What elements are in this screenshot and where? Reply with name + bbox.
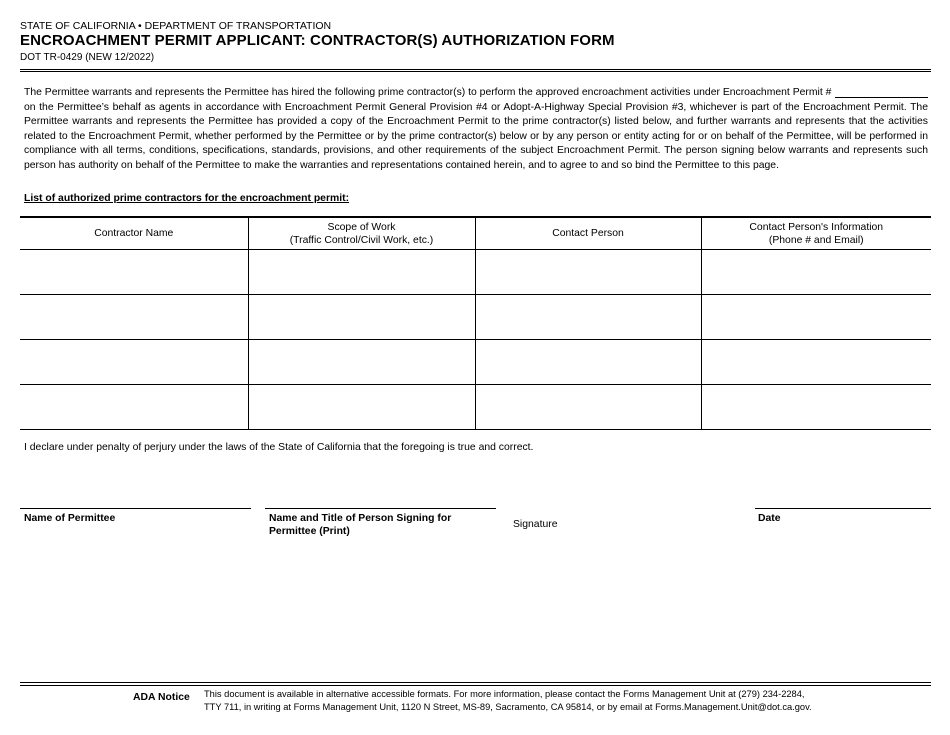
table-row xyxy=(20,250,931,295)
agency-line: STATE OF CALIFORNIA • DEPARTMENT OF TRANSPORTATION xyxy=(20,20,332,32)
contact-info-cell[interactable] xyxy=(701,250,931,295)
ada-notice-label: ADA Notice xyxy=(133,692,190,703)
col-header-contractor-name: Contractor Name xyxy=(20,217,248,250)
contractor-name-cell[interactable] xyxy=(20,295,248,340)
ada-notice-line-1: This document is available in alternative accessible formats. For more information, please contact the Forms Management Unit at (279) 234-2284, xyxy=(204,689,805,699)
scope-of-work-cell[interactable] xyxy=(248,385,475,430)
contact-person-cell[interactable] xyxy=(475,340,701,385)
contractor-table xyxy=(20,216,931,430)
contact-info-cell[interactable] xyxy=(701,295,931,340)
intro-paragraph xyxy=(24,86,928,174)
signature-label: Signature xyxy=(513,519,558,530)
header-divider-secondary xyxy=(20,71,931,72)
footer-divider xyxy=(20,682,931,683)
contact-info-cell[interactable] xyxy=(701,340,931,385)
ada-notice-text xyxy=(204,688,844,713)
intro-line-1: The Permittee warrants and represents the Permittee has hired the following prime contractor(s) to perform the approved encroachment activities under Encroachment Permit # xyxy=(24,87,832,98)
scope-of-work-cell[interactable] xyxy=(248,340,475,385)
date-label: Date xyxy=(758,513,781,524)
contact-person-cell[interactable] xyxy=(475,295,701,340)
col-header-scope-of-work: Scope of Work (Traffic Control/Civil Work, etc.) xyxy=(248,217,475,250)
contact-info-cell[interactable] xyxy=(701,385,931,430)
signer-name-field[interactable] xyxy=(265,508,496,509)
table-row xyxy=(20,295,931,340)
form-code: DOT TR-0429 (NEW 12/2022) xyxy=(20,52,155,63)
scope-of-work-cell[interactable] xyxy=(248,250,475,295)
contact-person-cell[interactable] xyxy=(475,250,701,295)
contractor-list-label: List of authorized prime contractors for the encroachment permit: xyxy=(24,193,350,204)
contractor-name-cell[interactable] xyxy=(20,340,248,385)
col-header-contact-info: Contact Person's Information (Phone # and Email) xyxy=(701,217,931,250)
col-header-contact-person: Contact Person xyxy=(475,217,701,250)
signer-name-label: Name and Title of Person Signing for Permittee (Print) xyxy=(269,513,452,537)
contractor-name-cell[interactable] xyxy=(20,385,248,430)
header-divider xyxy=(20,69,931,70)
footer-divider-secondary xyxy=(20,685,931,686)
form-title: ENCROACHMENT PERMIT APPLICANT: CONTRACTOR(S) AUTHORIZATION FORM xyxy=(20,32,615,49)
ada-notice-line-2: TTY 711, in writing at Forms Management Unit, 1120 N Street, MS-89, Sacramento, CA 95814, or by email at Forms.Management.Unit@dot.ca.gov. xyxy=(204,701,812,712)
date-field[interactable] xyxy=(755,508,931,509)
contractor-name-cell[interactable] xyxy=(20,250,248,295)
permittee-name-label: Name of Permittee xyxy=(24,513,116,524)
permittee-name-field[interactable] xyxy=(20,508,251,509)
permit-number-field[interactable] xyxy=(835,86,928,98)
perjury-declaration: I declare under penalty of perjury under the laws of the State of California that the foregoing is true and correct. xyxy=(24,442,534,453)
scope-of-work-cell[interactable] xyxy=(248,295,475,340)
table-row xyxy=(20,340,931,385)
contact-person-cell[interactable] xyxy=(475,385,701,430)
intro-body: on the Permittee’s behalf as agents in accordance with Encroachment Permit General Provision #4 or Adopt-A-Highway Special Provision #3, whichever is part of the Encroachment Permit. The Permittee warrants and represents the Permittee has provided a copy of the Encroachment Permit to the prime contractor(s) listed below, and further warrants and represents that the activities related to the Encroachment Permit, whether performed by the Permittee or by the prime contractor(s) below or by any person or entity acting for or on behalf of the Permittee, will be performed in compliance with all terms, conditions, specifications, standards, provisions, and other requirements of the subject Encroachment Permit. The person signing below warrants and represents such person has authority on behalf of the Permittee to make the warranties and representations contained herein, and to agree to and so bind the Permittee to this page. xyxy=(24,101,928,171)
contractor-table-header xyxy=(20,217,931,250)
table-row xyxy=(20,385,931,430)
